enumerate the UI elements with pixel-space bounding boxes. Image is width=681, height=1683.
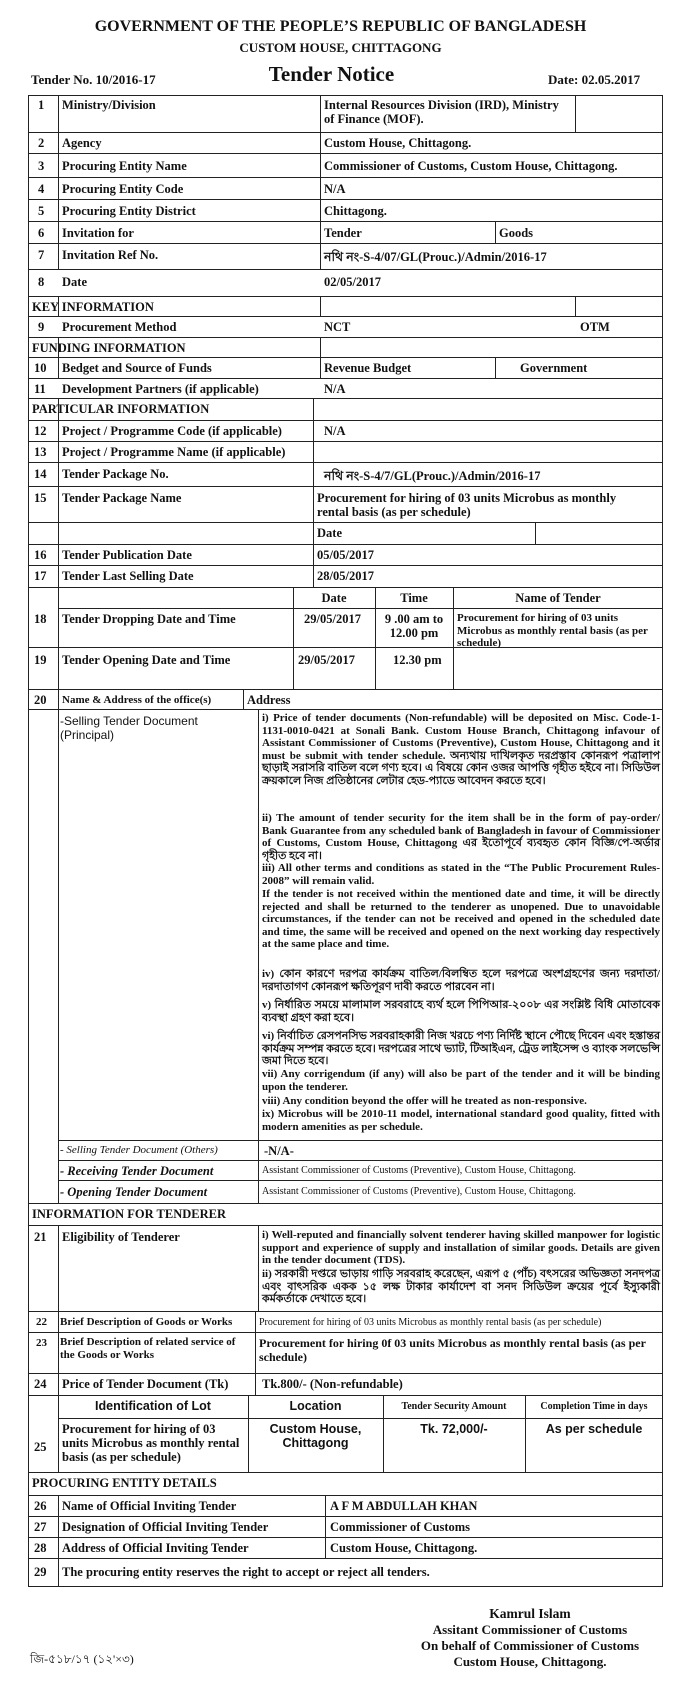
row-17-label: Tender Last Selling Date <box>62 569 194 583</box>
row-6-value: Tender <box>324 226 362 240</box>
row-16-label: Tender Publication Date <box>62 548 192 562</box>
row-28-number: 28 <box>34 1541 47 1555</box>
row-22-number: 22 <box>36 1316 47 1328</box>
row-15-number: 15 <box>34 491 47 505</box>
office-heading: CUSTOM HOUSE, CHITTAGONG <box>239 40 442 55</box>
row-18-number: 18 <box>34 612 47 626</box>
row-9-value-2: OTM <box>580 320 610 334</box>
terms-item-6: v) নির্ধারিত সময়ে মালামাল সরবরাহে ব্যর্থ হলে পিপিআর-২০০৮ এর সংশ্লিষ্ট বিধি মোতাবেক ব্যবস্থা গ্রহণ করা হবে। <box>262 999 660 1024</box>
row-10-label: Bedget and Source of Funds <box>62 361 212 375</box>
terms-item-3: iii) All other terms and conditions as stated in the “The Public Procurement Rules-2008” will remain valid. <box>262 862 660 887</box>
row-25-location: Custom House, Chittagong <box>269 1422 362 1450</box>
opening-value: Assistant Commissioner of Customs (Preventive), Custom House, Chittagong. <box>262 1186 576 1197</box>
date-column-head: Date <box>317 526 342 540</box>
row-14-value: নথি নং-S-4/7/GL(Prouc.)/Admin/2016-17 <box>324 469 541 483</box>
row-26-number: 26 <box>34 1499 47 1513</box>
row-4-number: 4 <box>38 182 45 196</box>
row-5-value: Chittagong. <box>324 204 387 218</box>
row-28-value: Custom House, Chittagong. <box>330 1541 478 1555</box>
terms-item-4: If the tender is not received within the mentioned date and time, it will be directly rejected and shall be returned to the tenderer as unopened. Due to unavoidable circumstances, if the tender can not be received and opened in the scheduled date and time, the same will be received and opened on the next working day respectively at the same place and time. <box>262 888 660 950</box>
row-26-value: A F M ABDULLAH KHAN <box>330 1499 478 1513</box>
terms-item-8: vii) Any corrigendum (if any) will also be part of the tender and it will be binding upon the tenderer. <box>262 1068 660 1093</box>
row-15-value: Procurement for hiring of 03 units Microbus as monthly rental basis (as per schedule) <box>317 491 617 519</box>
row-9-value: NCT <box>324 320 351 334</box>
row-6-label: Invitation for <box>62 226 134 240</box>
row-15-label: Tender Package Name <box>62 491 182 505</box>
row-11-label: Development Partners (if applicable) <box>62 382 259 396</box>
terms-item-1: i) Price of tender documents (Non-refundable) will be deposited on Misc. Code-1-1131-0010-0421 at Sonali Bank. Custom House Branch, Chittagong infavour of Assistant Commissioner of Customs (Preventive), Custom House, Chittagong and it must be submit with tender schedule. অন্যথায় দাখিলকৃত দরপ্রস্তাব কোনরূপ পত্রালাপ ছাড়াই সরাসরি বাতিল বলে গণ্য হবে। এ বিষয়ে কোন ওজর আপত্তি গৃহীত হইবে না। সিডিউল ক্রয়কালে নিজ প্রতিষ্ঠানের লেটার হেড-প্যাডে আবেদন করতে হবে। <box>262 712 660 787</box>
row-7-label: Invitation Ref No. <box>62 248 159 262</box>
selling-others-label: - Selling Tender Document (Others) <box>60 1144 218 1156</box>
row-23-number: 23 <box>36 1337 47 1349</box>
terms-item-9: viii) Any condition beyond the offer will he treated as non-responsive. <box>262 1095 587 1107</box>
row-24-value: Tk.800/- (Non-refundable) <box>262 1377 403 1391</box>
page-title: Tender Notice <box>268 62 395 86</box>
terms-item-7: vi) নির্বাচিত রেসপনসিভ সরবরাহকারী নিজ খরচে পণ্য নির্দিষ্ট স্থানে পৌছে দিবেন এবং হস্তান্তর কার্যক্রম সম্পন্ন করতে হবে। দরপত্রের সাথে ভ্যাট, টিআইএন, ট্রেড লাইসেন্স ও ব্যাংক সলভেন্সি জমা দিতে হবে। <box>262 1030 660 1067</box>
signatory-address: Custom House, Chittagong. <box>453 1654 607 1669</box>
row-18-time: 9 .00 am to 12.00 pm <box>384 612 444 640</box>
row-10-value: Revenue Budget <box>324 361 412 375</box>
row-19-label: Tender Opening Date and Time <box>62 653 231 667</box>
row-4-label: Procuring Entity Code <box>62 182 184 196</box>
row-20-number: 20 <box>34 693 47 707</box>
key-information-heading: KEY INFORMATION <box>32 300 154 314</box>
row-6-number: 6 <box>38 226 45 240</box>
row-3-value: Commissioner of Customs, Custom House, Chittagong. <box>324 159 618 173</box>
row-3-label: Procuring Entity Name <box>62 159 187 173</box>
row-1-value: Internal Resources Division (IRD), Ministry of Finance (MOF). <box>324 98 559 126</box>
row-7-value: নথি নং-S-4/07/GL(Prouc.)/Admin/2016-17 <box>324 250 547 264</box>
row-23-label: Brief Description of related service of the Goods or Works <box>60 1336 236 1361</box>
signatory-designation: Assitant Commissioner of Customs <box>432 1622 628 1637</box>
lot-location-header: Location <box>289 1399 342 1413</box>
row-2-value: Custom House, Chittagong. <box>324 136 472 150</box>
row-29-number: 29 <box>34 1565 47 1579</box>
terms-item-2: ii) The amount of tender security for the item shall be in the form of pay-order/ Bank Guarantee from any scheduled bank of Bangladesh in favour of Commissioner of Customs, Custom House, Chittagong এর ইতোপূর্বে ব্যবহৃত কোন বিজ্ঞি/পে-অর্ডার গৃহীত হবে না। <box>262 812 660 862</box>
row-12-number: 12 <box>34 424 47 438</box>
name-col-header: Name of Tender <box>515 591 601 605</box>
row-12-value: N/A <box>324 424 346 438</box>
row-11-value: N/A <box>324 382 346 396</box>
footer-reference: জি-৫১৮/১৭ (১২'×৩) <box>30 1652 134 1666</box>
row-16-value: 05/05/2017 <box>317 548 374 562</box>
row-19-number: 19 <box>34 653 47 667</box>
info-tenderer-heading: INFORMATION FOR TENDERER <box>32 1207 226 1221</box>
tender-number: Tender No. 10/2016-17 <box>31 72 156 87</box>
lot-id-header: Identification of Lot <box>95 1399 211 1413</box>
row-28-label: Address of Official Inviting Tender <box>62 1541 249 1555</box>
row-22-label: Brief Description of Goods or Works <box>60 1316 233 1328</box>
row-2-label: Agency <box>62 136 102 150</box>
row-18-label: Tender Dropping Date and Time <box>62 612 236 626</box>
row-13-number: 13 <box>34 445 47 459</box>
row-10-value-2: Government <box>520 361 588 375</box>
row-20-label: Name & Address of the office(s) <box>62 694 212 706</box>
row-6-value-2: Goods <box>499 226 534 240</box>
row-19-time: 12.30 pm <box>393 653 442 667</box>
lot-completion-header: Completion Time in days <box>540 1401 648 1412</box>
funding-information-heading: FUNDING INFORMATION <box>32 341 186 355</box>
date-col-header: Date <box>321 591 347 605</box>
row-25-security: Tk. 72,000/- <box>420 1422 488 1436</box>
row-8-value: 02/05/2017 <box>324 275 381 289</box>
selling-principal-label: -Selling Tender Document (Principal) <box>60 714 198 742</box>
row-3-number: 3 <box>38 159 45 173</box>
row-8-label: Date <box>62 275 87 289</box>
row-9-number: 9 <box>38 320 45 334</box>
row-18-date: 29/05/2017 <box>304 612 361 626</box>
row-22-value: Procurement for hiring of 03 units Microbus as monthly rental basis (as per schedule) <box>259 1317 602 1328</box>
row-8-number: 8 <box>38 275 45 289</box>
terms-item-5: iv) কোন কারণে দরপত্র কার্যক্রম বাতিল/বিলম্বিত হলে দরপত্রে অংশগ্রহণের জন্য দরদাতা/দরদাতাগণ কোনরূপ ক্ষতিপূরণ দাবী করতে পারবেন না। <box>262 968 660 993</box>
row-4-value: N/A <box>324 182 346 196</box>
gov-heading: GOVERNMENT OF THE PEOPLE’S REPUBLIC OF BANGLADESH <box>94 18 587 35</box>
row-17-value: 28/05/2017 <box>317 569 374 583</box>
receiving-value: Assistant Commissioner of Customs (Preventive), Custom House, Chittagong. <box>262 1165 576 1176</box>
row-5-label: Procuring Entity District <box>62 204 196 218</box>
row-25-completion: As per schedule <box>545 1422 643 1436</box>
receiving-label: - Receiving Tender Document <box>60 1164 214 1178</box>
row-21-number: 21 <box>34 1230 47 1244</box>
row-2-number: 2 <box>38 136 45 150</box>
row-1-number: 1 <box>38 98 45 112</box>
terms-item-10: ix) Microbus will be 2010-11 model, international standard good quality, fitted with modern amenities as per schedule. <box>262 1108 660 1133</box>
row-16-number: 16 <box>34 548 47 562</box>
particular-information-heading: PARTICULAR INFORMATION <box>32 402 210 416</box>
row-5-number: 5 <box>38 204 45 218</box>
row-9-label: Procurement Method <box>62 320 177 334</box>
row-14-number: 14 <box>34 467 47 481</box>
row-27-value: Commissioner of Customs <box>330 1520 471 1534</box>
row-21-value-2: ii) সরকারী দপ্তরে ভাড়ায় গাড়ি সরবরাহ করেছেন, এরূপ ৫ (পাঁচ) বৎসরের অভিজ্ঞতা সনদপত্র এবং বাৎসরিক একক ১৫ লক্ষ টাকার কার্যাদেশ বা সনদ সিডিউল ক্রয়ের পূর্বে ইস্যুকারী কর্মকর্তাকে দেখাতে হবে। <box>262 1268 660 1305</box>
selling-others-value: -N/A- <box>264 1144 294 1158</box>
row-7-number: 7 <box>38 248 45 262</box>
row-27-label: Designation of Official Inviting Tender <box>62 1520 269 1534</box>
row-21-label: Eligibility of Tenderer <box>62 1230 180 1244</box>
notice-date: Date: 02.05.2017 <box>548 72 641 87</box>
row-29-label: The procuring entity reserves the right to accept or reject all tenders. <box>62 1565 430 1579</box>
signatory-behalf: On behalf of Commissioner of Customs <box>420 1638 640 1653</box>
row-27-number: 27 <box>34 1520 47 1534</box>
row-17-number: 17 <box>34 569 47 583</box>
procuring-details-heading: PROCURING ENTITY DETAILS <box>32 1476 217 1490</box>
row-11-number: 11 <box>34 382 46 396</box>
row-24-label: Price of Tender Document (Tk) <box>62 1377 229 1391</box>
row-26-label: Name of Official Inviting Tender <box>62 1499 237 1513</box>
row-25-number: 25 <box>34 1440 47 1454</box>
time-col-header: Time <box>400 591 428 605</box>
row-12-label: Project / Programme Code (if applicable) <box>62 424 282 438</box>
row-14-label: Tender Package No. <box>62 467 169 481</box>
lot-security-header: Tender Security Amount <box>401 1401 507 1412</box>
row-23-value: Procurement for hiring 0f 03 units Microbus as monthly rental basis (as per schedule) <box>259 1336 646 1364</box>
signatory-name: Kamrul Islam <box>489 1606 571 1621</box>
row-25-lot: Procurement for hiring of 03 units Microbus as monthly rental basis (as per schedule) <box>62 1422 240 1464</box>
row-1-label: Ministry/Division <box>62 98 156 112</box>
row-21-value-1: i) Well-reputed and financially solvent tenderer having skilled manpower for logistic support and experience of supply and installation of similar goods. Details are given in the tender document (TDS). <box>262 1229 660 1266</box>
row-24-number: 24 <box>34 1377 47 1391</box>
row-20-value: Address <box>247 693 291 707</box>
opening-label: - Opening Tender Document <box>60 1185 208 1199</box>
row-18-tender-name: Procurement for hiring of 03 units Microbus as monthly rental basis (as per schedule) <box>457 612 648 649</box>
row-13-label: Project / Programme Name (if applicable) <box>62 445 286 459</box>
row-10-number: 10 <box>34 361 47 375</box>
row-19-date: 29/05/2017 <box>298 653 355 667</box>
